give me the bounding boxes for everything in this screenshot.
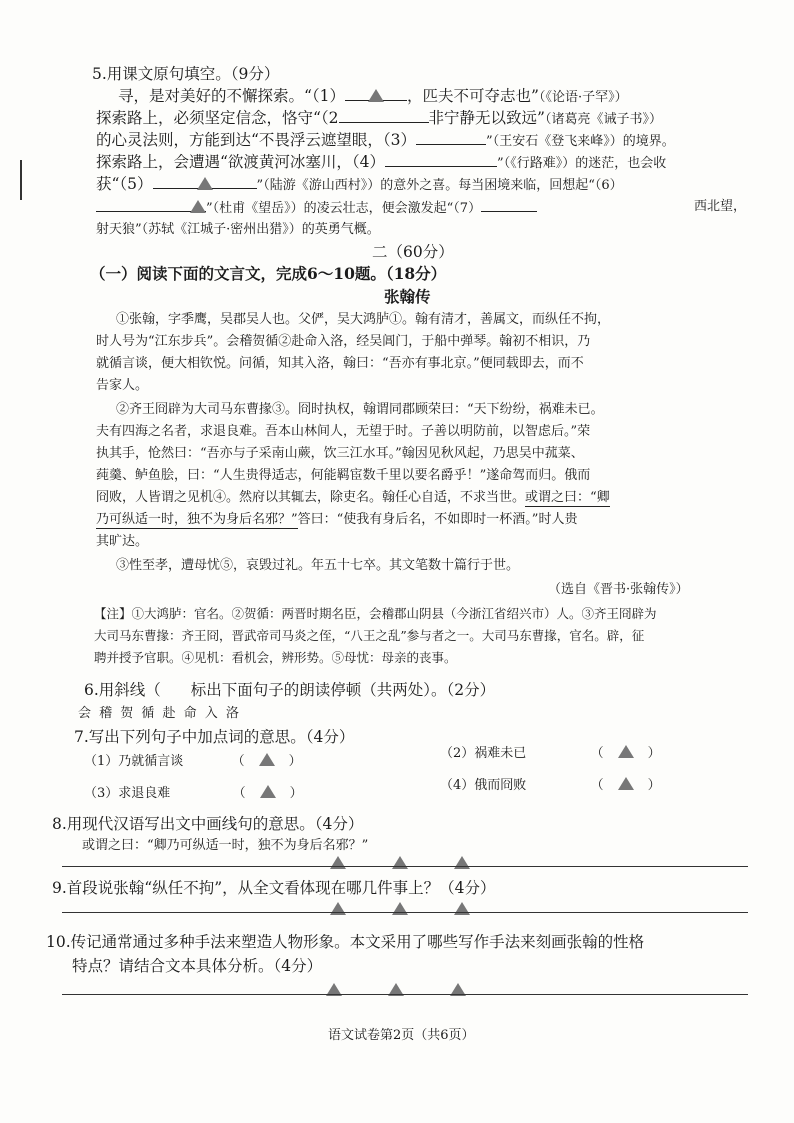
q10-answer-line[interactable]: [62, 994, 748, 995]
q5-blank-1[interactable]: [345, 86, 407, 101]
q5-line-1: 寻，是对美好的不懈探索。“（1） ，匹夫不可夺志也”（《论语·子罕》）: [118, 87, 628, 105]
q7-answer-1[interactable]: [245, 752, 289, 766]
q6-sentence[interactable]: 会 稽 贺 循 赴 命 入 洛: [78, 706, 241, 721]
triangle-icon: [197, 177, 213, 190]
q7-item-2: （2）祸难未已 （ ）: [440, 746, 661, 761]
q7-answer-4[interactable]: [604, 776, 648, 790]
passage-p2-l4: 莼羹、鲈鱼脍，曰：“人生贵得适志，何能羁宦数千里以要名爵乎！”遂命驾而归。俄而: [96, 468, 591, 483]
q9-answer-line[interactable]: [62, 912, 748, 913]
q5-title: 5.用课文原句填空。（9分）: [92, 65, 280, 83]
q5-line-7: 射天狼”（苏轼《江城子·密州出猎》）的英勇气概。: [96, 222, 380, 237]
triangle-icon: [618, 745, 634, 758]
q7-item-3: （3）求退良难 （ ）: [84, 786, 303, 801]
q5-blank-5[interactable]: [153, 174, 257, 189]
triangle-icon: [454, 902, 470, 915]
underlined-sentence-start: 或谓之曰：“卿: [525, 490, 610, 505]
triangle-icon: [368, 89, 384, 102]
q5-blank-2[interactable]: [339, 108, 429, 123]
q8-quote: 或谓之曰：“卿乃可纵适一时，独不为身后名邪？”: [82, 838, 369, 853]
triangle-icon: [190, 200, 206, 213]
passage-p2-l3: 执其手，怆然曰：“吾亦与子采南山蕨，饮三江水耳。”翰因见秋风起，乃思吴中菰菜、: [96, 446, 584, 461]
q5-line-3: 的心灵法则，方能到达“不畏浮云遮望眼，（3） ”（王安石《登飞来峰》）的境界。: [96, 131, 675, 149]
q7-item-1: （1）乃就循言谈 （ ）: [84, 754, 302, 769]
section-2-header: 二（60分）: [372, 243, 454, 261]
page-footer: 语文试卷第2页（共6页）: [328, 1028, 475, 1043]
notes-l3: 聘并授予官职。④见机：看机会，辨形势。⑤母忧：母亲的丧事。: [94, 650, 457, 665]
scan-mark: [20, 160, 22, 200]
q10-title-line-2: 特点？请结合文本具体分析。（4分）: [72, 957, 323, 975]
q5-line-2: 探索路上，必须坚定信念，恪守“（2 非宁静无以致远”（诸葛亮《诫子书》）: [96, 109, 662, 127]
passage-p1-l1: ①张翰，字季鹰，吴郡吴人也。父俨，吴大鸿胪①。翰有清才，善属文，而纵任不拘，: [116, 312, 611, 327]
passage-p1-l4: 告家人。: [96, 378, 149, 393]
q5-blank-7[interactable]: [481, 197, 537, 212]
q5-blank-3[interactable]: [416, 130, 486, 145]
triangle-icon: [259, 753, 275, 766]
passage-p2-l5: 冏败，人皆谓之见机④。然府以其辄去，除吏名。翰任心自适，不求当世。或谓之曰：“卿: [96, 490, 610, 505]
triangle-icon: [454, 856, 470, 869]
q6-title: 6.用斜线（ 标出下面句子的朗读停顿（共两处）。（2分）: [84, 681, 496, 699]
q5-line-5-end: 西北望，: [694, 199, 747, 214]
passage-title: 张翰传: [384, 287, 431, 306]
q5-line-6: ”（杜甫《望岳》）的凌云壮志，便会激发起“（7）: [96, 197, 537, 219]
notes-l2: 大司马东曹掾：齐王冏，晋武帝司马炎之侄，“八王之乱”参与者之一。大司马东曹掾，官名。辟，征: [94, 628, 645, 643]
q9-answer-markers: [330, 899, 516, 918]
passage-p1-l3: 就循言谈，便大相钦悦。问循，知其入洛，翰曰：“吾亦有事北京。”便同载即去，而不: [96, 356, 584, 371]
q7-item-4: （4）俄而冏败 （ ）: [440, 778, 661, 793]
q5-blank-6[interactable]: [96, 197, 206, 212]
passage-p3: ③性至孝，遭母忧⑤，哀毁过礼。年五十七卒。其文笔数十篇行于世。: [116, 558, 520, 573]
q9-title: 9.首段说张翰“纵任不拘”，从全文看体现在哪几件事上？（4分）: [52, 879, 496, 897]
q8-answer-line[interactable]: [62, 866, 748, 867]
underlined-sentence-end: 乃可纵适一时，独不为身后名邪？”: [96, 512, 298, 527]
q5-line-4: 探索路上，会遭遇“欲渡黄河冰塞川，（4） ”（《行路难》）的迷茫，也会收: [96, 153, 667, 171]
triangle-icon: [618, 777, 634, 790]
passage-p2-l7: 其旷达。: [96, 534, 149, 549]
q5-blank-4[interactable]: [385, 152, 497, 167]
triangle-icon: [330, 856, 346, 869]
q10-answer-markers: [326, 980, 512, 999]
q8-title: 8.用现代汉语写出文中画线句的意思。（4分）: [52, 815, 364, 833]
part-1-header: （一）阅读下面的文言文，完成6～10题。（18分）: [90, 264, 447, 283]
q8-answer-markers: [330, 853, 516, 872]
q7-answer-3[interactable]: [246, 784, 290, 798]
q10-title-line-1: 10.传记通常通过多种手法来塑造人物形象。本文采用了哪些写作手法来刻画张翰的性格: [46, 933, 645, 951]
q7-answer-2[interactable]: [604, 744, 648, 758]
notes-l1: 【注】①大鸿胪：官名。②贺循：两晋时期名臣，会稽郡山阴县（今浙江省绍兴市）人。③齐王冏辟为: [94, 606, 657, 621]
passage-source: （选自《晋书·张翰传》）: [548, 582, 689, 597]
passage-p1-l2: 时人号为“江东步兵”。会稽贺循②赴命入洛，经吴阊门，于船中弹琴。翰初不相识，乃: [96, 334, 591, 349]
q5-line-5: 获“（5） ”（陆游《游山西村》）的意外之喜。每当困境来临，回想起“（6）: [96, 175, 623, 193]
passage-p2-l6: 乃可纵适一时，独不为身后名邪？”答曰：“使我有身后名，不如即时一杯酒。”时人贵: [96, 512, 578, 527]
triangle-icon: [330, 902, 346, 915]
triangle-icon: [392, 856, 408, 869]
triangle-icon: [260, 785, 276, 798]
q7-title: 7.写出下列句子中加点词的意思。（4分）: [74, 728, 355, 746]
triangle-icon: [392, 902, 408, 915]
passage-p2-l2: 夫有四海之名者，求退良难。吾本山林间人，无望于时。子善以明防前，以智虑后。”荣: [96, 424, 591, 439]
passage-p2-l1: ②齐王冏辟为大司马东曹掾③。冏时执权，翰谓同郡顾荣曰：“天下纷纷，祸难未已。: [116, 402, 604, 417]
